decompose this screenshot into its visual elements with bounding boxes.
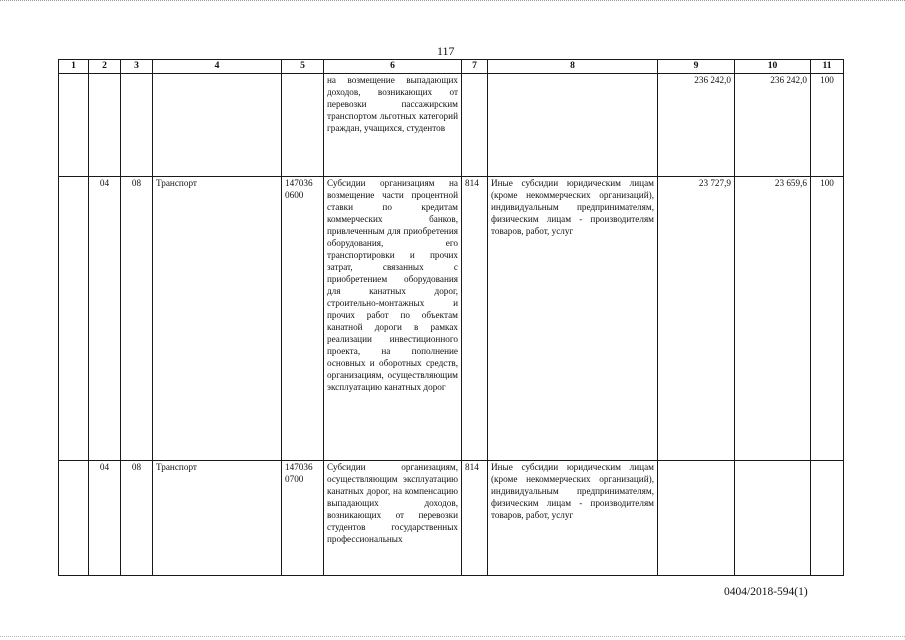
col-header: 11 xyxy=(811,60,844,74)
cell-target-code: 147036 0700 xyxy=(282,461,324,576)
cell-expense-name: Иные субсидии юридическим лицам (кроме некоммерческих организаций), индивидуальным предпринимателям, физическим лицам - производителям товаров, работ, услуг xyxy=(488,461,658,576)
cell-planned: 236 242,0 xyxy=(658,74,735,177)
cell-percent: 100 xyxy=(811,177,844,461)
cell-executed: 236 242,0 xyxy=(735,74,811,177)
page-number: 117 xyxy=(437,44,455,58)
cell-percent: 100 xyxy=(811,74,844,177)
cell-executed xyxy=(735,461,811,576)
cell-percent xyxy=(811,461,844,576)
cell-index xyxy=(59,74,89,177)
scan-top-edge xyxy=(0,0,905,3)
cell-expense-type xyxy=(462,74,488,177)
table-row xyxy=(59,177,844,461)
col-header: 1 xyxy=(59,60,89,74)
col-header: 5 xyxy=(282,60,324,74)
col-header: 3 xyxy=(121,60,153,74)
col-header: 4 xyxy=(153,60,282,74)
cell-target-name: на возмещение выпадающих доходов, возникающих от перевозки пассажирским транспортом льготных категорий граждан, учащихся, студентов xyxy=(324,74,462,177)
cell-index xyxy=(59,461,89,576)
cell-target-code: 147036 0600 xyxy=(282,177,324,461)
col-header: 9 xyxy=(658,60,735,74)
cell-expense-name xyxy=(488,74,658,177)
cell-section: 04 xyxy=(89,461,121,576)
cell-section-name: Транспорт xyxy=(153,177,282,461)
cell-index xyxy=(59,177,89,461)
table-row xyxy=(59,461,844,576)
budget-table xyxy=(58,59,844,576)
cell-target-name: Субсидии организациям, осуществляющим эксплуатацию канатных дорог, на компенсацию выпадающих доходов, возникающих от перевозки студентов государственных профессиональных xyxy=(324,461,462,576)
header-row xyxy=(59,60,844,74)
cell-expense-type: 814 xyxy=(462,461,488,576)
cell-executed: 23 659,6 xyxy=(735,177,811,461)
cell-section-name: Транспорт xyxy=(153,461,282,576)
cell-expense-type: 814 xyxy=(462,177,488,461)
cell-target-name: Субсидии организациям на возмещение части процентной ставки по кредитам коммерческих банков, привлеченным для приобретения оборудования, его транспортировки и прочих затрат, связанных с приобретением оборудования для канатных дорог, строительно-монтажных и прочих работ по объектам канатной дороги в рамках реализации инвестиционного проекта, на пополнение основных и оборотных средств, организациям, осуществляющим эксплуатацию канатных дорог xyxy=(324,177,462,461)
cell-target-code xyxy=(282,74,324,177)
col-header: 10 xyxy=(735,60,811,74)
col-header: 2 xyxy=(89,60,121,74)
cell-planned: 23 727,9 xyxy=(658,177,735,461)
cell-section xyxy=(89,74,121,177)
cell-planned xyxy=(658,461,735,576)
cell-subsection xyxy=(121,74,153,177)
cell-subsection: 08 xyxy=(121,177,153,461)
cell-section-name xyxy=(153,74,282,177)
col-header: 7 xyxy=(462,60,488,74)
col-header: 6 xyxy=(324,60,462,74)
scan-bottom-edge xyxy=(0,636,905,638)
cell-section: 04 xyxy=(89,177,121,461)
table-row xyxy=(59,74,844,177)
cell-subsection: 08 xyxy=(121,461,153,576)
col-header: 8 xyxy=(488,60,658,74)
cell-expense-name: Иные субсидии юридическим лицам (кроме некоммерческих организаций), индивидуальным предпринимателям, физическим лицам - производителям товаров, работ, услуг xyxy=(488,177,658,461)
document-code: 0404/2018-594(1) xyxy=(724,586,808,598)
